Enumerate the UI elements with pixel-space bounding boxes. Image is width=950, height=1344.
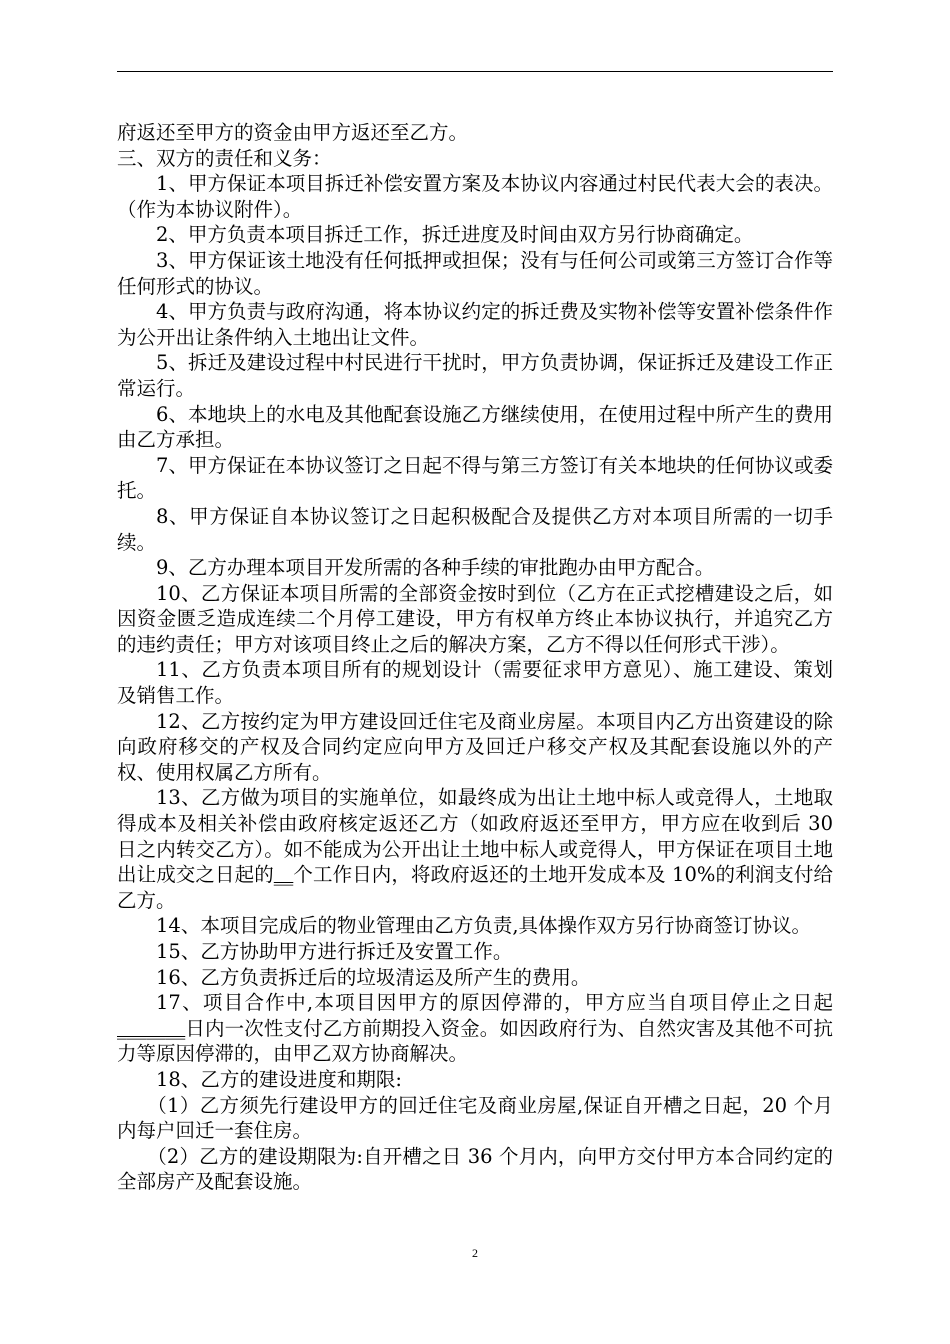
clause-9: 9、乙方办理本项目开发所需的各种手续的审批跑办由甲方配合。 [156, 556, 715, 580]
page-number: 2 [472, 1246, 478, 1260]
clause-18-item-1: （1）乙方须先行建设甲方的回迁住宅及商业房屋,保证自开槽之日起，20 个月内每户回迁一套住房。 [117, 1093, 833, 1143]
clause-18: 18、乙方的建设进度和期限: [156, 1067, 402, 1091]
clause-16: 16、乙方负责拆迁后的垃圾清运及所产生的费用。 [156, 965, 591, 989]
section-heading: 三、双方的责任和义务： [117, 146, 332, 170]
clause-1: 1、甲方保证本项目拆迁补偿安置方案及本协议内容通过村民代表大会的表决。（作为本协议附件）。 [117, 172, 833, 221]
document-body [117, 120, 833, 1195]
clause-6: 6、本地块上的水电及其他配套设施乙方继续使用，在使用过程中所产生的费用由乙方承担。 [117, 402, 833, 452]
clause-17-text-a: 17、项目合作中,本项目因甲方的原因停滞的，甲方应当自项目停止之日起 [156, 991, 833, 1015]
clause-8: 8、甲方保证自本协议签订之日起积极配合及提供乙方对本项目所需的一切手续。 [117, 504, 833, 554]
clause-11: 11、乙方负责本项目所有的规划设计（需要征求甲方意见）、施工建设、策划及销售工作。 [117, 658, 833, 708]
clause-4: 4、甲方负责与政府沟通，将本协议约定的拆迁费及实物补偿等安置补偿条件作为公开出让条件纳入土地出让文件。 [117, 300, 833, 349]
clause-17 [117, 990, 833, 1067]
clause-13 [117, 785, 833, 913]
clause-3: 3、甲方保证该土地没有任何抵押或担保；没有与任何公司或第三方签订合作等任何形式的协议。 [117, 248, 833, 298]
clause-17-text-b: 日内一次性支付乙方前期投入资金。如因政府行为、自然灾害及其他不可抗力等原因停滞的，由甲乙双方协商解决。 [117, 1016, 833, 1066]
clause-13-text-b: 个工作日内，将政府返还的土地开发成本及 10%的利润支付给乙方。 [117, 863, 833, 912]
header-rule [117, 71, 833, 72]
clause-5: 5、拆迁及建设过程中村民进行干扰时，甲方负责协调，保证拆迁及建设工作正常运行。 [117, 351, 833, 400]
blank-days: _______ [117, 1016, 186, 1040]
clause-15: 15、乙方协助甲方进行拆迁及安置工作。 [156, 940, 513, 963]
clause-2: 2、甲方负责本项目拆迁工作，拆迁进度及时间由双方另行协商确定。 [156, 223, 754, 247]
clause-14: 14、本项目完成后的物业管理由乙方负责,具体操作双方另行协商签订协议。 [156, 914, 812, 938]
blank-days: __ [273, 863, 294, 887]
clause-10: 10、乙方保证本项目所需的全部资金按时到位（乙方在正式挖槽建设之后，如因资金匮乏造成连续二个月停工建设，甲方有权单方终止本协议执行，并追究乙方的违约责任；甲方对该项目终止之后的解决方案，乙方不得以任何形式干涉）。 [117, 581, 833, 656]
clause-13-text-a: 13、乙方做为项目的实施单位，如最终成为出让土地中标人或竞得人，土地取得成本及相关补偿由政府核定返还乙方（如政府返还至甲方，甲方应在收到后 30 日之内转交乙方）。如不能成为公开出让土地中标人或竞得人，甲方保证在项目土地出让成交之日起的 [117, 786, 833, 887]
clause-7: 7、甲方保证在本协议签订之日起不得与第三方签订有关本地块的任何协议或委托。 [117, 453, 833, 503]
clause-18-item-2: （2）乙方的建设期限为:自开槽之日 36 个月内，向甲方交付甲方本合同约定的全部房产及配套设施。 [117, 1144, 833, 1194]
paragraph: 府返还至甲方的资金由甲方返还至乙方。 [117, 121, 469, 144]
clause-12: 12、乙方按约定为甲方建设回迁住宅及商业房屋。本项目内乙方出资建设的除向政府移交的产权及合同约定应向甲方及回迁户移交产权及其配套设施以外的产权、使用权属乙方所有。 [117, 709, 833, 784]
